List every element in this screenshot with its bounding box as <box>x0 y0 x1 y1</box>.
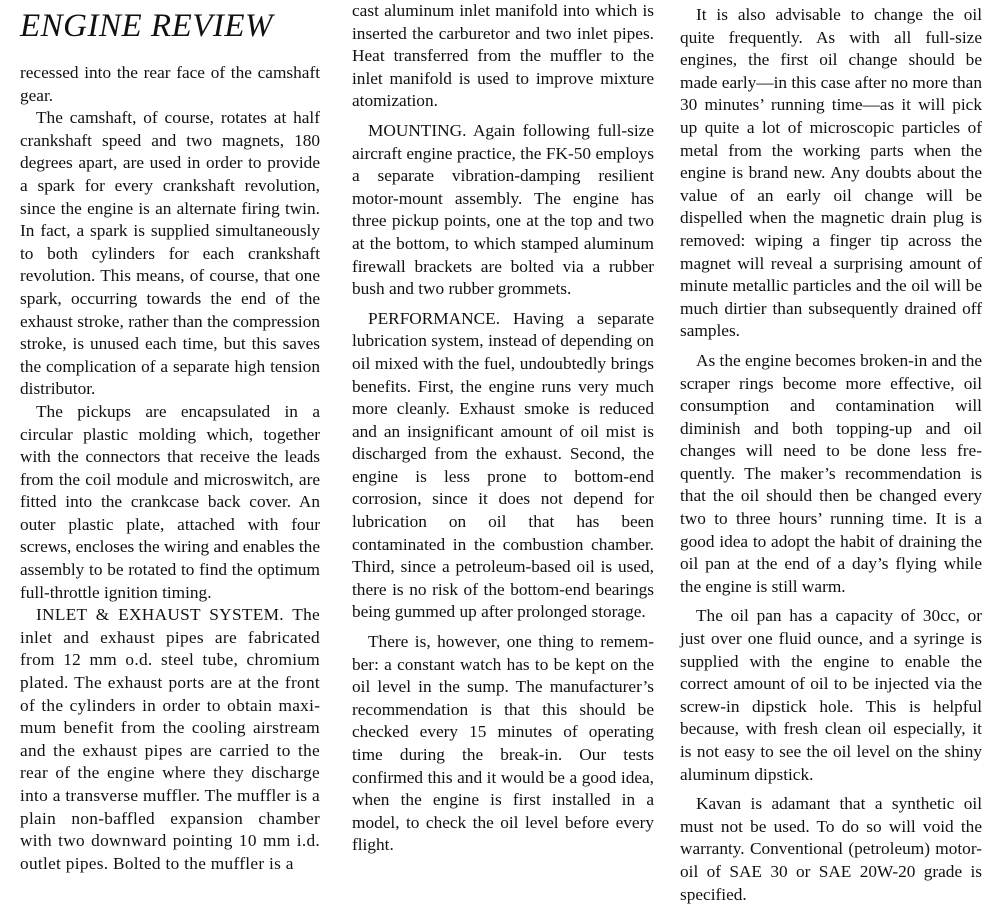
paragraph: It is also advisable to change the oil quite frequently. As with all full-size engines, the first oil change should be made early—in this case after no more than 30 minutes’ running time—as it will pick up quite a lot of microscopic particles of metal from the working parts when the engine is brand new. Any doubts about the value of an early oil change will be dispelled when the magnetic drain plug is removed: wiping a finger tip across the magnet will reveal a surprising amount of minute metallic particles and the oil will be much dirtier than subsequently drained off samples. <box>680 5 982 341</box>
paragraph-mounting: MOUNTING. Again following full-size aircraft engine practice, the FK-50 employs a separate vibration-damping resilient motor-mount assembly. The engine has three pickup points, one at the top and two at the bottom, to which stamped aluminum firewall brackets are bolted via a rubber bush and two rubber grommets. <box>352 120 654 299</box>
paragraph: recessed into the rear face of the camshaft gear. <box>20 63 320 105</box>
paragraph: There is, however, one thing to remember: a constant watch has to be kept on the oil level in the sump. The manufacturer’s recommendation is that this should be checked every 15 minutes of operating time during the break-in. Our tests confirmed this and it would be a good idea, when the engine is first installed in a model, to check the oil level before every flight. <box>352 632 654 855</box>
paragraph: Kavan is adamant that a synthetic oil must not be used. To do so will void the warranty. Conventional (petroleum) motor-oil of SAE 30 or SAE 20W-20 grade is specified. <box>680 794 982 904</box>
article-column-1 <box>20 0 320 875</box>
paragraph-inlet-exhaust-system: INLET & EXHAUST SYSTEM. The inlet and exhaust pipes are fabricated from 12 mm o.d. steel tube, chromium plated. The exhaust ports are at the front of the cylinders in order to obtain maximum benefit from the cooling airstream and the exhaust pipes are carried to the rear of the engine where they discharge into a transverse muffler. The muffler is a plain non-baffled expansion chamber with two downward pointing 10 mm i.d. outlet pipes. Bolted to the muffler is a <box>20 605 320 873</box>
paragraph: The camshaft, of course, rotates at half crankshaft speed and two magnets, 180 degrees apart, are used in order to provide a spark for every crankshaft revolution, since the engine is an alternate firing twin. In fact, a spark is supplied simultaneously to both cylinders for each crankshaft revolution. This means, of course, that one spark, occurring towards the end of the exhaust stroke, rather than the compression stroke, is unused each time, but this saves the complication of a separate high tension distributor. <box>20 108 320 399</box>
section-heading: ENGINE REVIEW <box>20 8 274 44</box>
paragraph: cast aluminum inlet manifold into which is inserted the carburetor and two inlet pipes. Heat transferred from the muffler to the inlet manifold is used to improve mixture atomization. <box>352 1 654 111</box>
paragraph-performance: PERFORMANCE. Having a separate lubrication system, instead of depending on oil mixed with the fuel, undoubtedly brings benefits. First, the engine runs very much more cleanly. Exhaust smoke is reduced and an insignificant amount of oil mist is discharged from the exhaust. Second, the engine is less prone to bottom-end corrosion, since it does not depend for lubrication on oil that has been contaminated in the combustion chamber. Third, since a petroleum-based oil is used, there is no risk of the bottom-end bearings being gummed up after prolonged storage. <box>352 308 654 622</box>
paragraph: As the engine becomes broken-in and the scraper rings become more effective, oil consumption and contamination will diminish and both topping-up and oil changes will need to be done less frequently. The maker’s recommendation is that the oil should then be changed every two to three hours’ running time. It is a good idea to adopt the habit of draining the oil pan at the end of a day’s flying while the engine is still warm. <box>680 350 983 596</box>
paragraph: The pickups are encapsulated in a circular plastic molding which, together with the connectors that receive the leads from the coil module and microswitch, are fitted into the crankcase back cover. An outer plastic plate, attached with four screws, encloses the wiring and enables the assembly to be rotated to find the optimum full-throttle ignition timing. <box>20 401 320 602</box>
article-column-2 <box>352 0 654 857</box>
paragraph: The oil pan has a capacity of 30cc, or just over one fluid ounce, and a syringe is supplied with the engine to enable the correct amount of oil to be injected via the screw-in dipstick hole. This is helpful because, with fresh clean oil especially, it is not easy to see the oil level on the shiny aluminum dipstick. <box>680 606 982 784</box>
article-column-3 <box>680 0 982 906</box>
